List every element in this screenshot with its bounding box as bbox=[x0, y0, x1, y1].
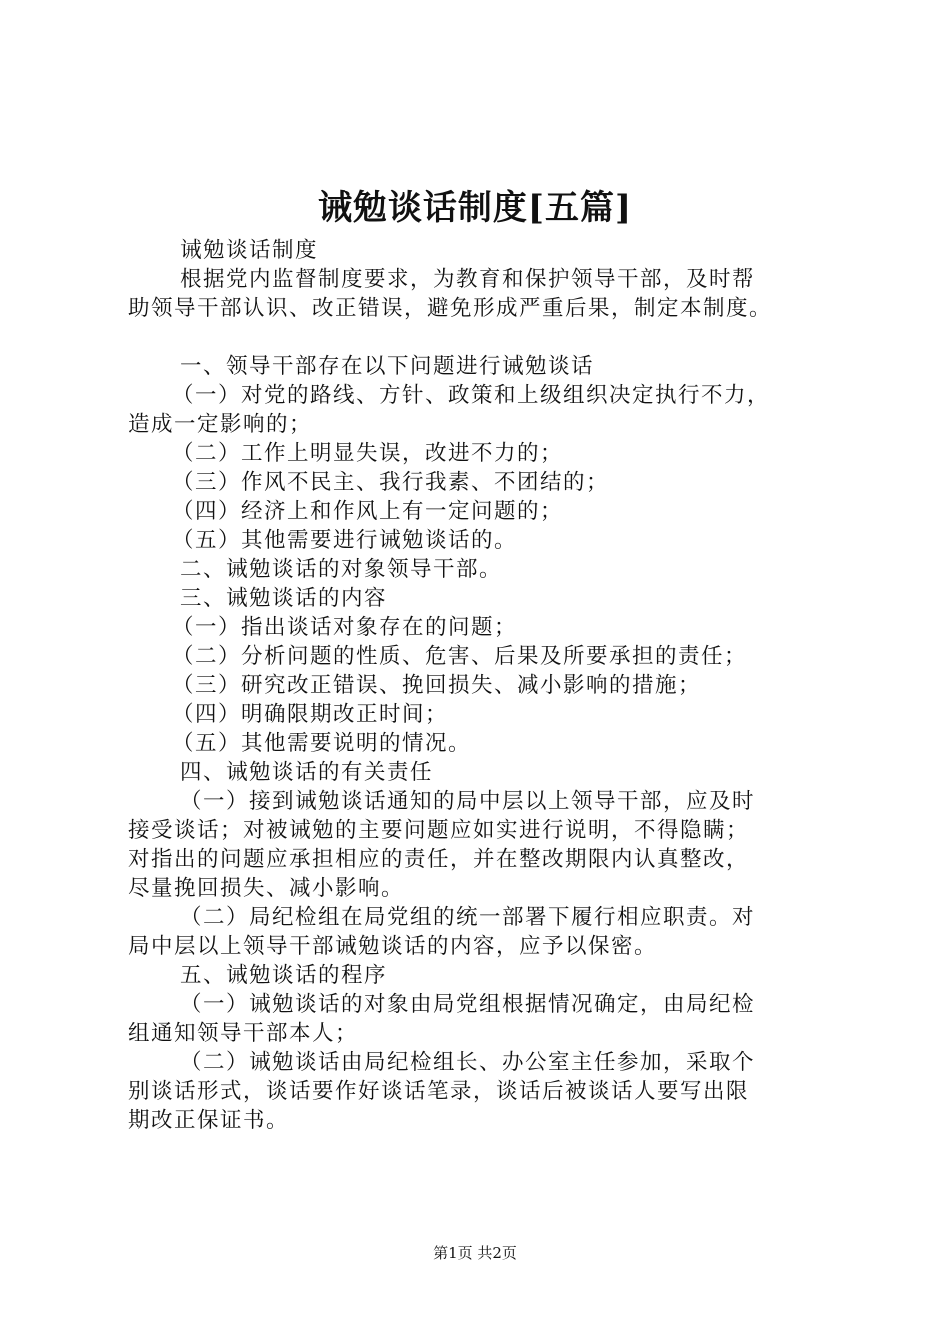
list-item: （二）局纪检组在局党组的统一部署下履行相应职责。对 bbox=[180, 905, 756, 930]
list-item-continuation: 期改正保证书。 bbox=[128, 1108, 290, 1133]
list-item: （四）经济上和作风上有一定问题的； bbox=[172, 499, 564, 524]
section-heading: 五、诫勉谈话的程序 bbox=[180, 963, 388, 988]
list-item-continuation: 别谈话形式，谈话要作好谈话笔录，谈话后被谈话人要写出限 bbox=[128, 1079, 750, 1104]
paragraph-line: 根据党内监督制度要求，为教育和保护领导干部，及时帮 bbox=[180, 267, 756, 292]
section-heading: 二、诫勉谈话的对象领导干部。 bbox=[180, 557, 503, 582]
section-heading: 四、诫勉谈话的有关责任 bbox=[180, 760, 434, 785]
section-heading: 三、诫勉谈话的内容 bbox=[180, 586, 388, 611]
list-item-continuation: 局中层以上领导干部诫勉谈话的内容，应予以保密。 bbox=[128, 934, 658, 959]
list-item-continuation: 尽量挽回损失、减小影响。 bbox=[128, 876, 405, 901]
list-item-continuation: 对指出的问题应承担相应的责任，并在整改期限内认真整改， bbox=[128, 847, 750, 872]
list-item: （一）诫勉谈话的对象由局党组根据情况确定，由局纪检 bbox=[180, 992, 756, 1017]
document-title: 诫勉谈话制度[五篇] bbox=[317, 188, 633, 228]
list-item-continuation: 接受谈话；对被诫勉的主要问题应如实进行说明，不得隐瞒； bbox=[128, 818, 750, 843]
list-item: （二）分析问题的性质、危害、后果及所要承担的责任； bbox=[172, 644, 748, 669]
section-heading: 诫勉谈话制度 bbox=[180, 238, 319, 263]
paragraph-gap bbox=[128, 323, 834, 352]
document-body bbox=[128, 236, 834, 1135]
list-item: （一）对党的路线、方针、政策和上级组织决定执行不力， bbox=[172, 383, 771, 408]
list-item: （五）其他需要说明的情况。 bbox=[172, 731, 472, 756]
list-item: （一）指出谈话对象存在的问题； bbox=[172, 615, 518, 640]
list-item: （二）工作上明显失误，改进不力的； bbox=[172, 441, 564, 466]
paragraph-line: 助领导干部认识、改正错误，避免形成严重后果，制定本制度。 bbox=[128, 296, 773, 321]
list-item: （五）其他需要进行诫勉谈话的。 bbox=[172, 528, 518, 553]
list-item: （二）诫勉谈话由局纪检组长、办公室主任参加，采取个 bbox=[180, 1050, 756, 1075]
list-item: （四）明确限期改正时间； bbox=[172, 702, 449, 727]
page-footer: 第1页 共2页 bbox=[433, 1244, 517, 1262]
list-item: （一）接到诫勉谈话通知的局中层以上领导干部，应及时 bbox=[180, 789, 756, 814]
list-item: （三）作风不民主、我行我素、不团结的； bbox=[172, 470, 610, 495]
list-item: （三）研究改正错误、挽回损失、减小影响的措施； bbox=[172, 673, 702, 698]
list-item-continuation: 组通知领导干部本人； bbox=[128, 1021, 359, 1046]
list-item-continuation: 造成一定影响的； bbox=[128, 412, 313, 437]
section-heading: 一、领导干部存在以下问题进行诫勉谈话 bbox=[180, 354, 595, 379]
